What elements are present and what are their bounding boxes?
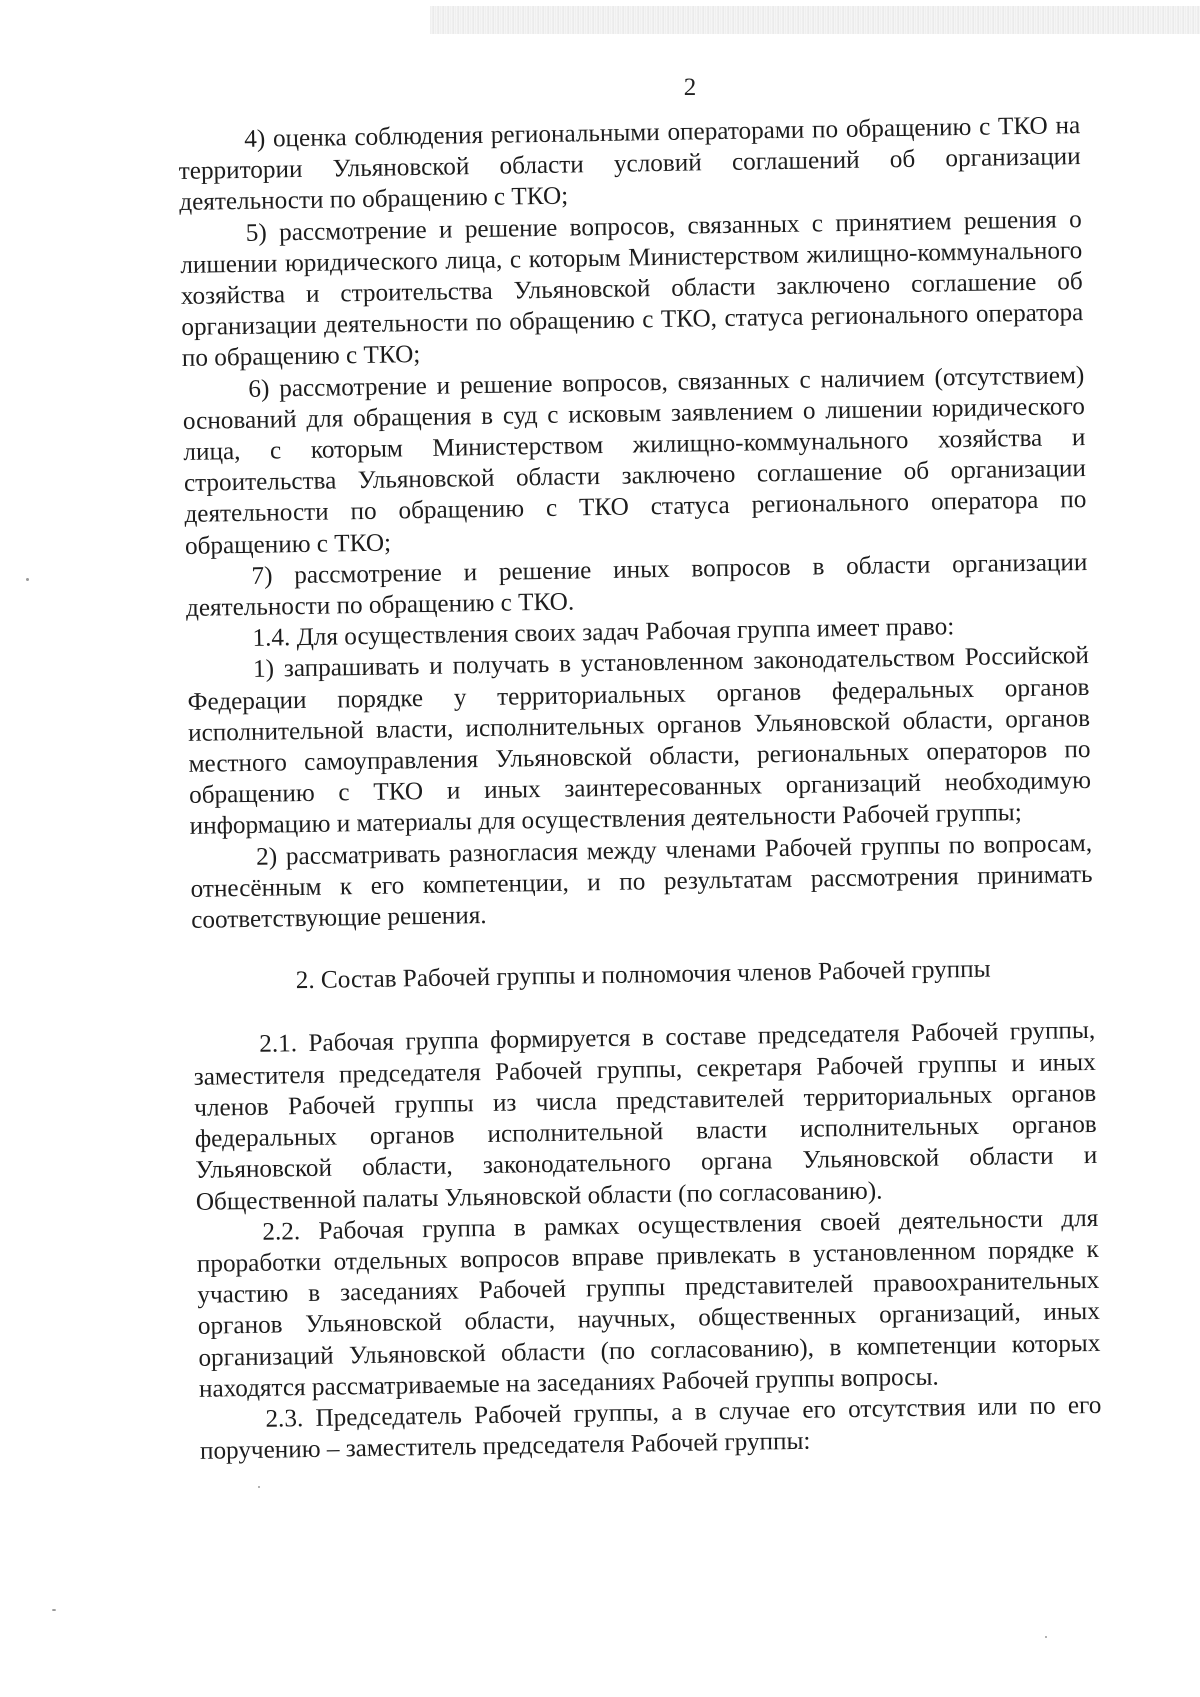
paragraph: 2.3. Председатель Рабочей группы, а в случае его отсутствия или по его поручению – заместитель председателя Рабочей группы: — [199, 1391, 1102, 1465]
paragraph: 1.4. Для осуществления своих задач Рабочая группа имеет право: — [252, 613, 955, 653]
paragraph: 2) рассматривать разногласия между членами Рабочей группы по вопросам, отнесённым к его компетенции, и по результатам рассмотрения принимать соответствующие решения. — [190, 829, 1093, 934]
paragraph: 4) оценка соблюдения региональными операторами по обращению с ТКО на территории Ульяновской области условий соглашений об организации деятельности по обращению с ТКО; — [178, 112, 1081, 217]
page-number: 2 — [683, 74, 697, 101]
scan-speck — [1045, 1636, 1047, 1638]
paragraph: 1) запрашивать и получать в установленном законодательством Российской Федерации порядке у территориальных органов федеральных органов исполнительной власти, исполнительных органов Ульяновской области, органов местного самоуправления Ульяновской области, региональных операторов по обращению с ТКО и иных заинтересованных организаций необходимую информацию и материалы для осуществления деятельности Рабочей группы; — [187, 642, 1092, 841]
section-heading: 2. Состав Рабочей группы и полномочия членов Рабочей группы — [295, 955, 991, 995]
scan-artifact — [430, 6, 1200, 34]
scan-speck — [258, 1486, 260, 1488]
paragraph: 2.1. Рабочая группа формируется в составе председателя Рабочей группы, заместителя председателя Рабочей группы, секретаря Рабочей группы и иных членов Рабочей группы из числа представителей территориальных органов федеральных органов исполнительной власти исполнительных органов Ульяновской области, законодательного органа Ульяновской области и Общественной палаты Ульяновской области (по согласованию). — [193, 1017, 1098, 1216]
paragraph: 7) рассмотрение и решение иных вопросов в области организации деятельности по обращению с ТКО. — [185, 548, 1088, 622]
scan-speck — [52, 1609, 56, 1611]
scan-speck — [26, 578, 29, 581]
document-body — [178, 110, 1102, 1467]
paragraph: 2.2. Рабочая группа в рамках осуществления своей деятельности для проработки отдельных вопросов вправе привлекать в установленном порядке к участию в заседаниях Рабочей группы представителей правоохранительных органов Ульяновской области, научных, общественных организаций, иных организаций Ульяновской области (по согласованию), в компетенции которых находятся рассматриваемые на заседаниях Рабочей группы вопросы. — [196, 1204, 1101, 1403]
paragraph: 5) рассмотрение и решение вопросов, связанных с принятием решения о лишении юридического лица, с которым Министерством жилищно-коммунального хозяйства и строительства Ульяновской области заключено соглашение об организации деятельности по обращению с ТКО, статуса регионального оператора по обращению с ТКО; — [180, 205, 1084, 373]
paragraph: 6) рассмотрение и решение вопросов, связанных с наличием (отсутствием) оснований для обращения в суд с исковым заявлением о лишении юридического лица, с которым Министерством жилищно-коммунального хозяйства и строительства Ульяновской области заключено соглашение об организации деятельности по обращению с ТКО статуса регионального оператора по обращению с ТКО; — [182, 361, 1087, 560]
